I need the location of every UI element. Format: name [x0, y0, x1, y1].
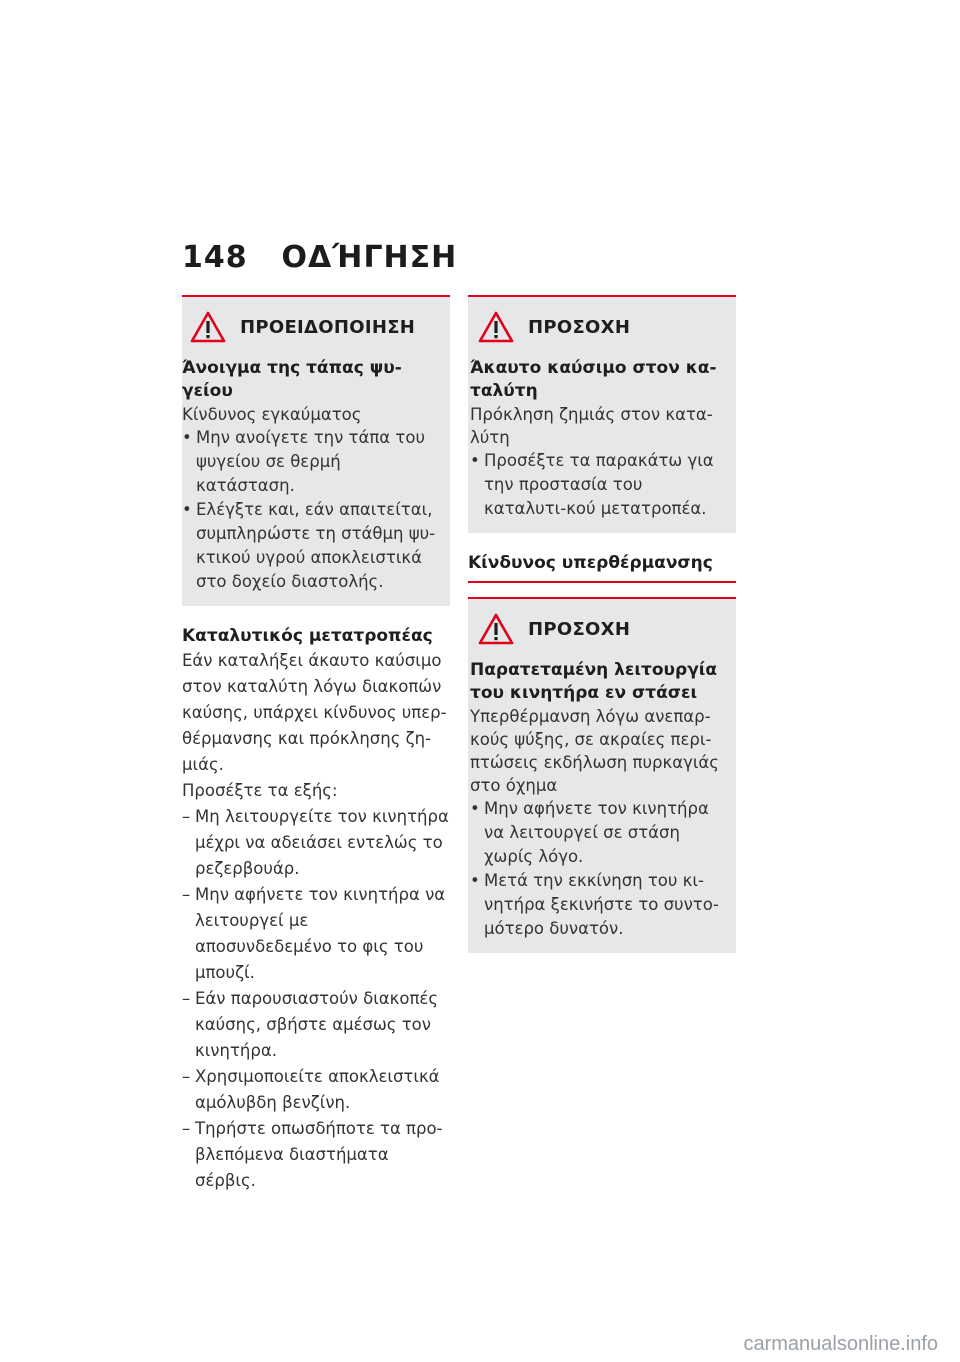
- catalytic-section-title: Καταλυτικός μετατροπέας: [182, 626, 433, 646]
- list-item: – Τηρήστε οπωσδήποτε τα προ-βλεπόμενα διαστήματα σέρβις.: [182, 1116, 450, 1194]
- caution-box-head: [478, 311, 728, 343]
- warning-subtitle: Κίνδυνος εγκαύματος: [182, 405, 362, 424]
- catalytic-list: [182, 804, 450, 1194]
- warning-label: ΠΡΟΕΙΔΟΠΟΙΗΣΗ: [240, 316, 416, 338]
- section-title: ΟΔΉΓΗΣΗ: [281, 240, 458, 275]
- caution-label: ΠΡΟΣΟΧΗ: [528, 618, 631, 640]
- list-item: • Μην αφήνετε τον κινητήρα να λειτουργεί σε στάση χωρίς λόγο.: [470, 797, 728, 869]
- warning-title: Άνοιγμα της τάπας ψυ-γείου: [182, 358, 402, 401]
- list-item: • Ελέγξτε και, εάν απαιτείται, συμπληρώστε τη στάθμη ψυ-κτικού υγρού αποκλειστικά στο δοχείο διαστολής.: [182, 498, 442, 594]
- list-item: – Χρησιμοποιείτε αποκλειστικά αμόλυβδη βενζίνη.: [182, 1064, 450, 1116]
- caution-subtitle: Πρόκληση ζημιάς στον κατα-λύτη: [470, 405, 713, 447]
- warning-triangle-icon: [190, 311, 226, 343]
- caution-list: [470, 449, 728, 521]
- list-item: • Προσέξτε τα παρακάτω για την προστασία του καταλυτι-κού μετατροπέα.: [470, 449, 728, 521]
- list-item: – Μη λειτουργείτε τον κινητήρα μέχρι να αδειάσει εντελώς το ρεζερβουάρ.: [182, 804, 450, 882]
- warning-triangle-icon: [478, 311, 514, 343]
- caution-box-1: [468, 295, 736, 533]
- overheating-section-title: Κίνδυνος υπερθέρμανσης: [468, 551, 736, 583]
- caution-title: Παρατεταμένη λειτουργία του κινητήρα εν στάσει: [470, 660, 718, 703]
- right-column: [468, 295, 736, 971]
- catalytic-intro: Εάν καταλήξει άκαυτο καύσιμο στον καταλύτη λόγω διακοπών καύσης, υπάρχει κίνδυνος υπερ-θέρμανσης και πρόκλησης ζη-μιάς.: [182, 651, 447, 774]
- caution-subtitle: Υπερθέρμανση λόγω ανεπαρ-κούς ψύξης, σε ακραίες περι-πτώσεις εκδήλωση πυρκαγιάς στο όχημα: [470, 707, 719, 795]
- warning-box-head: [190, 311, 442, 343]
- caution-box-2: [468, 597, 736, 953]
- page-header: [182, 240, 457, 275]
- list-item: • Μην ανοίγετε την τάπα του ψυγείου σε θερμή κατάσταση.: [182, 426, 442, 498]
- caution-box-head: [478, 613, 728, 645]
- caution-title: Άκαυτο καύσιμο στον κα-ταλύτη: [470, 358, 717, 401]
- caution-label: ΠΡΟΣΟΧΗ: [528, 316, 631, 338]
- catalytic-lead: Προσέξτε τα εξής:: [182, 781, 338, 800]
- left-column: [182, 295, 450, 1194]
- warning-triangle-icon: [478, 613, 514, 645]
- list-item: – Μην αφήνετε τον κινητήρα να λειτουργεί με αποσυνδεδεμένο το φις του μπουζί.: [182, 882, 450, 986]
- caution-list: [470, 797, 728, 941]
- page-number: 148: [182, 240, 248, 275]
- watermark: carmanualsonline.info: [743, 1333, 938, 1355]
- list-item: • Μετά την εκκίνηση του κι-νητήρα ξεκινήστε το συντο-μότερο δυνατόν.: [470, 869, 728, 941]
- warning-box: [182, 295, 450, 606]
- warning-list: [182, 426, 442, 594]
- list-item: – Εάν παρουσιαστούν διακοπές καύσης, σβήστε αμέσως τον κινητήρα.: [182, 986, 450, 1064]
